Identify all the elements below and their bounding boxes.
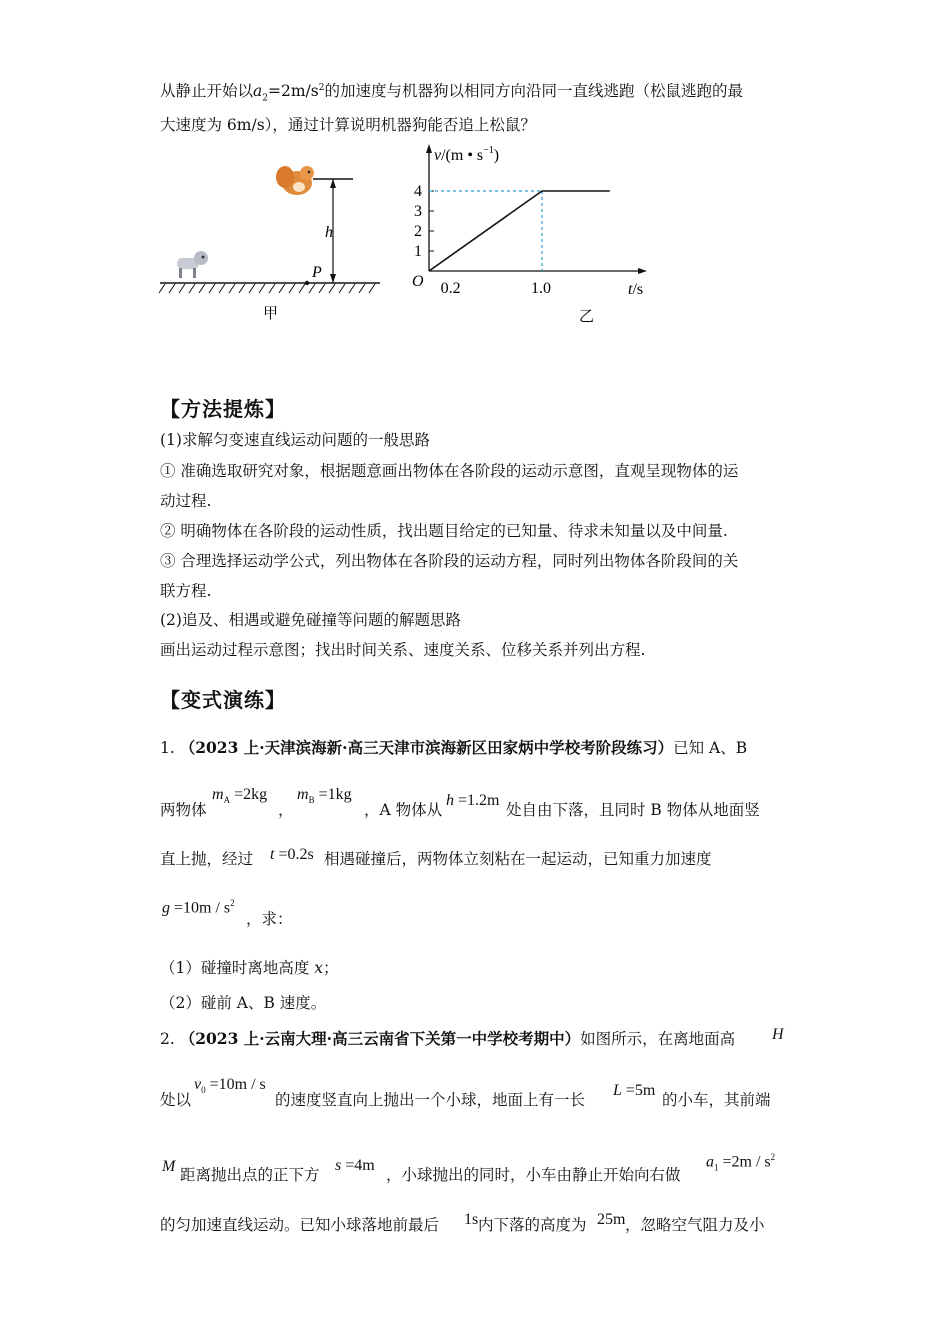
vt-chart — [400, 140, 660, 330]
x-axis-label: t/s — [628, 281, 644, 298]
figure-jia — [155, 145, 395, 330]
method-line: ② 明确物体在各阶段的运动性质，找出题目给定的已知量、待求未知量以及中间量. — [160, 522, 728, 540]
q2-text-d: ，小球抛出的同时，小车由静止开始向右做 — [386, 1166, 681, 1184]
method-line: 画出运动过程示意图；找出时间关系、速度关系、位移关系并列出方程. — [160, 641, 646, 659]
q2-line-4: 的匀加速直线运动。已知小球落地前最后 — [160, 1216, 440, 1234]
q1-formula-g: $g =10m / s^2$ — [162, 898, 235, 917]
q1-formula-mB: $m_B =1kg$ — [297, 786, 352, 806]
method-line: ① 准确选取研究对象，根据题意画出物体在各阶段的运动示意图，直观呈现物体的运 — [160, 462, 739, 480]
x-tick-label: 0.2 — [440, 280, 461, 297]
y-tick-label: 3 — [414, 203, 422, 220]
q2-text-b: 的小车，其前端 — [662, 1091, 771, 1109]
squirrel-icon — [276, 166, 314, 195]
intro-line-1: 从静止开始以$a_2=2m/s^2$的加速度与机器狗以相同方向沿同一直线逃跑（松鼠逃跑的最 — [160, 82, 743, 104]
q2-text-c: 距离抛出点的正下方 — [180, 1166, 320, 1184]
q1-line-2: 两物体 — [160, 801, 207, 819]
q2-text-a: 的速度竖直向上抛出一个小球，地面上有一长 — [275, 1091, 586, 1109]
method-title: 【方法提炼】 — [160, 397, 286, 421]
q1-formula-h: h =1.2m — [446, 792, 500, 809]
series-line — [429, 191, 610, 271]
q1-comma: ， — [278, 801, 294, 819]
q1-sub-1: （1）碰撞时离地高度 x； — [160, 959, 339, 977]
q2-formula-a1: $a_1 =2m / s^2$ — [706, 1152, 776, 1173]
q2-formula-v0: $v_0 =10m / s$ — [194, 1076, 266, 1096]
label-p: P — [312, 264, 322, 281]
q2-line-2: 处以 — [160, 1091, 192, 1109]
label-h: h — [325, 224, 333, 241]
caption-yi: 乙 — [579, 307, 595, 325]
y-tick-label: 2 — [414, 223, 422, 240]
q1-text-b: 处自由下落，且同时 B 物体从地面竖 — [506, 801, 760, 819]
q2-formula-H: H — [772, 1026, 784, 1043]
q2-text-e: 内下落的高度为 — [478, 1216, 587, 1234]
method-line: 动过程. — [160, 492, 212, 510]
method-line: 联方程. — [160, 582, 212, 600]
q1-line-1: 1. （2023 上·天津滨海新·高三天津市滨海新区田家炳中学校考阶段练习）已知 A、B — [160, 738, 748, 757]
method-line: (2)追及、相遇或避免碰撞等问题的解题思路 — [160, 611, 461, 629]
q2-text-f: ，忽略空气阻力及小 — [625, 1216, 765, 1234]
caption-jia: 甲 — [263, 304, 279, 322]
q2-line-1: 2. （2023 上·云南大理·高三云南省下关第一中学校考期中）如图所示，在离地面高 — [160, 1029, 736, 1048]
y-tick-label: 4 — [414, 183, 422, 200]
q1-text-c: 相遇碰撞后，两物体立刻粘在一起运动，已知重力加速度 — [324, 850, 712, 868]
x-tick-label: 1.0 — [531, 280, 551, 297]
robot-dog-icon — [177, 251, 208, 278]
y-axis-label: v/(m • $s^{-1}$) — [434, 145, 500, 164]
q1-formula-mA: $m_A =2kg$ — [212, 786, 268, 806]
q2-formula-25m: 25m — [597, 1211, 626, 1228]
method-line: ③ 合理选择运动学公式，列出物体在各阶段的运动方程，同时列出物体各阶段间的关 — [160, 552, 739, 570]
q1-text-a: ，A 物体从 — [364, 801, 443, 819]
q2-formula-s: s =4m — [335, 1157, 375, 1174]
q2-formula-L: L =5m — [613, 1082, 656, 1099]
method-line: (1)求解匀变速直线运动问题的一般思路 — [160, 431, 430, 449]
origin-label: O — [412, 273, 424, 290]
intro-line-2: 大速度为 6m/s），通过计算说明机器狗能否追上松鼠？ — [160, 116, 536, 134]
q1-text-d: ，求： — [246, 910, 293, 928]
y-tick-label: 1 — [414, 243, 422, 260]
q1-formula-t: t =0.2s — [270, 846, 314, 863]
q1-sub-2: （2）碰前 A、B 速度。 — [160, 994, 327, 1012]
variant-title: 【变式演练】 — [160, 688, 286, 712]
q2-formula-M: M — [162, 1158, 176, 1175]
q2-formula-1s: 1s — [464, 1211, 479, 1228]
q1-line-3: 直上抛，经过 — [160, 850, 254, 868]
